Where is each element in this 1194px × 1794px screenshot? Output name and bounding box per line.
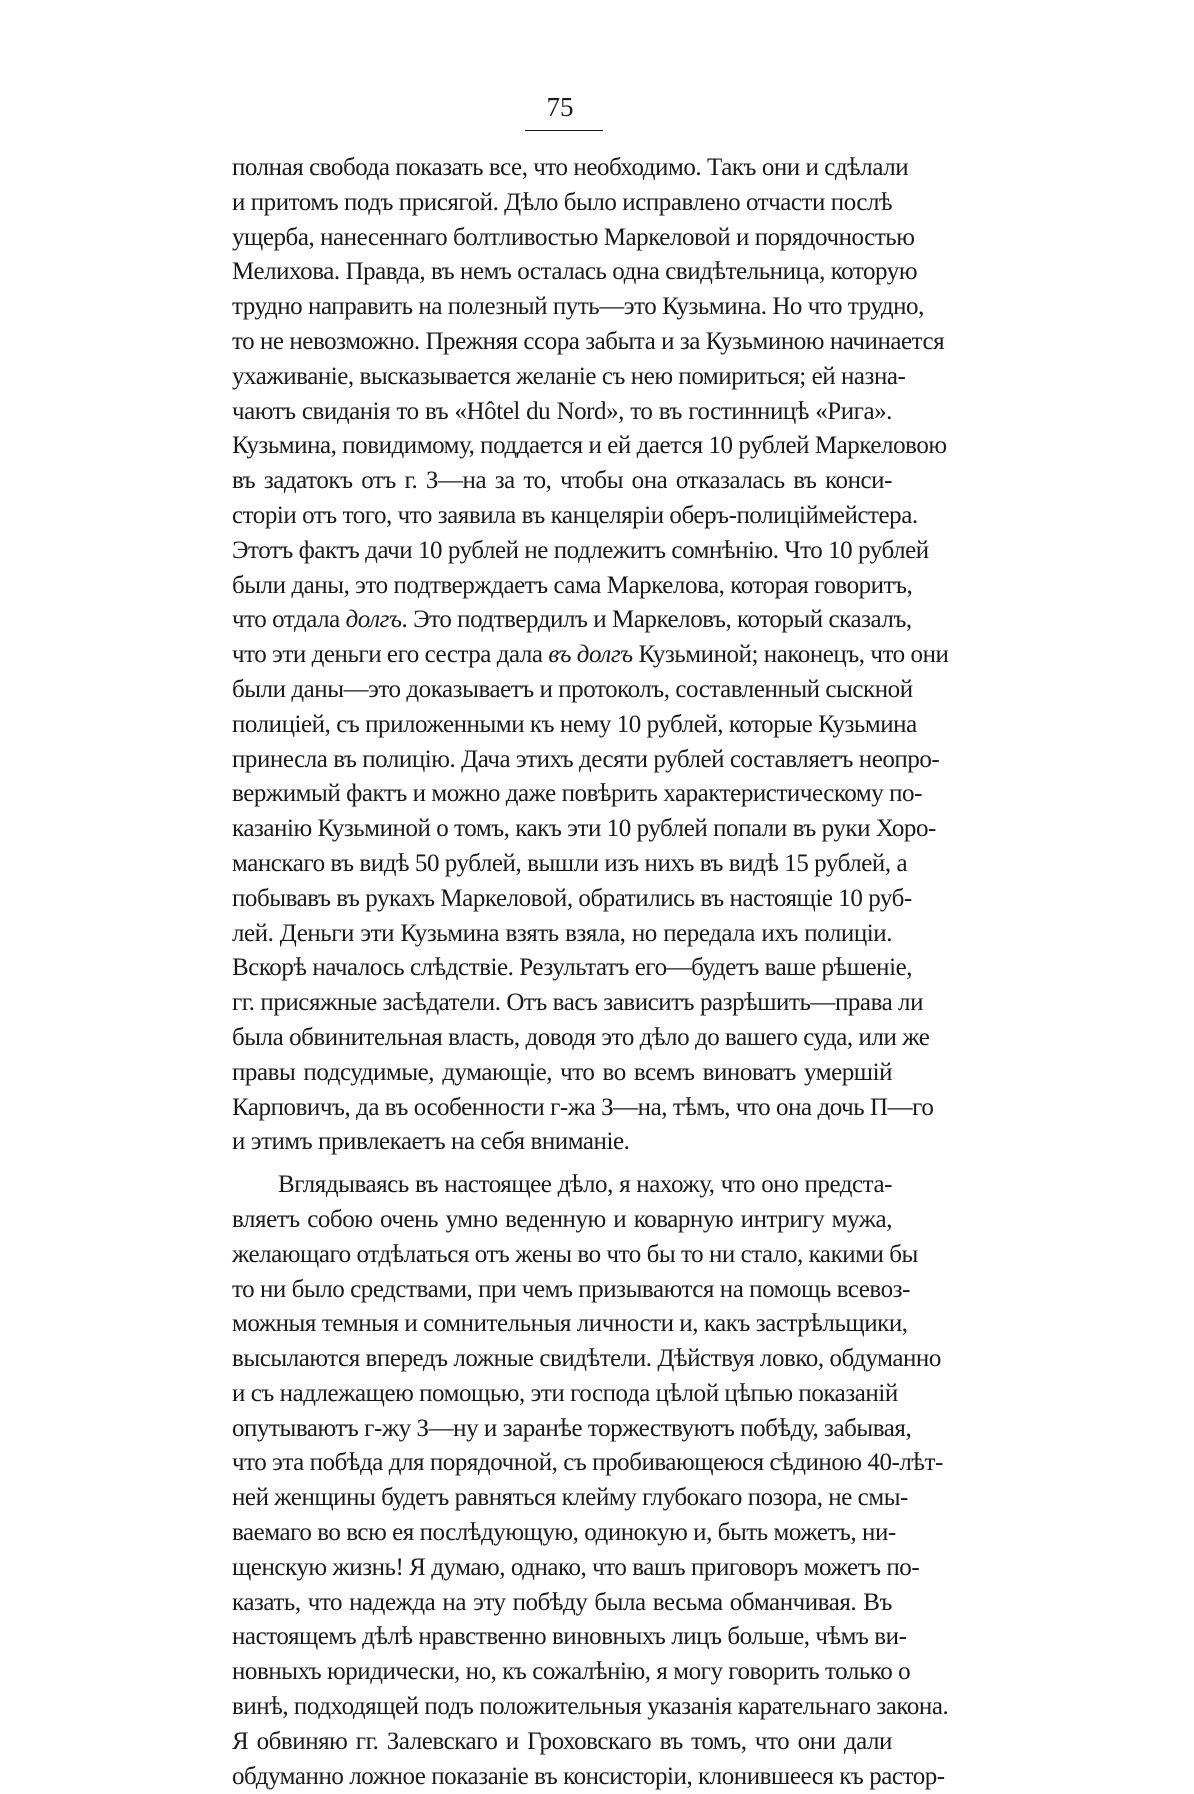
text-line: можныя темныя и сомнительныя личности и, какъ застрѣльщики, — [232, 1310, 908, 1338]
text-line: трудно направить на полезный путь—это Кузьмина. Но что трудно, — [232, 293, 924, 321]
text-line: то ни было средствами, при чемъ призываются на помощь всевоз- — [232, 1275, 910, 1303]
text-line: въ задатокъ отъ г. З—на за то, чтобы она отказалась въ конси- — [232, 467, 892, 495]
text-line: полиціей, съ приложенными къ нему 10 рублей, которые Кузьмина — [232, 710, 917, 738]
text-line: ущерба, нанесеннаго болтливостью Маркеловой и порядочностью — [232, 223, 915, 251]
text-line: гг. присяжные засѣдатели. Отъ васъ зависитъ разрѣшить—права ли — [232, 989, 924, 1017]
paragraph-gap — [232, 1160, 892, 1168]
text-line: винѣ, подходящей подъ положительныя указанія карательнаго закона. — [232, 1693, 949, 1721]
text-run: что эти деньги его сестра дала — [232, 641, 543, 669]
text-run: . Это подтвердилъ и Маркеловъ, который сказалъ, — [401, 606, 912, 634]
text-line: настоящемъ дѣлѣ нравственно виновныхъ лицъ больше, чѣмъ ви- — [232, 1623, 907, 1651]
italic-text: долгъ — [345, 606, 402, 634]
text-line: вержимый фактъ и можно даже повѣрить характеристическому по- — [232, 780, 922, 808]
text-line: опутываютъ г-жу З—ну и заранѣе торжествуютъ побѣду, забывая, — [232, 1414, 912, 1442]
text-line: сторіи отъ того, что заявила въ канцеляріи оберъ-полицiймейстера. — [232, 501, 918, 529]
text-line: правы подсудимые, думающіе, что во всемъ виноватъ умершій — [232, 1058, 892, 1086]
text-line: побывавъ въ рукахъ Маркеловой, обратились въ настоящіе 10 руб- — [232, 884, 912, 912]
text-run: что отдала — [232, 606, 340, 634]
text-line: были даны—это доказываетъ и протоколъ, составленный сыскной — [232, 675, 913, 703]
text-line — [232, 638, 949, 673]
text-line: Вглядываясь въ настоящее дѣло, я нахожу, что оно предста- — [278, 1171, 892, 1199]
text-line: Мелихова. Правда, въ немъ осталась одна свидѣтельница, которую — [232, 258, 918, 286]
text-line: что эта побѣда для порядочной, съ пробивающеюся сѣдиною 40-лѣт- — [232, 1449, 943, 1477]
text-line: лей. Деньги эти Кузьмина взять взяла, но передала ихъ полиціи. — [232, 919, 892, 947]
text-line: новныхъ юридически, но, къ сожалѣнію, я могу говорить только о — [232, 1658, 911, 1686]
text-line: и этимъ привлекаетъ на себя вниманіе. — [232, 1128, 630, 1156]
page-number-rule — [525, 130, 603, 131]
text-line: Карповичъ, да въ особенности г-жа З—на, тѣмъ, что она дочь П—го — [232, 1093, 934, 1121]
text-line: полная свобода показать все, что необходимо. Такъ они и сдѣлали — [232, 154, 909, 181]
italic-text: въ долгъ — [548, 641, 633, 669]
text-line — [232, 603, 912, 638]
text-line: были даны, это подтверждаетъ сама Маркелова, которая говоритъ, — [232, 571, 913, 599]
text-line: высылаются впередъ ложные свидѣтели. Дѣйствуя ловко, обдуманно — [232, 1345, 941, 1373]
text-line: и притомъ подъ присягой. Дѣло было исправлено отчасти послѣ — [232, 188, 893, 216]
paragraph-2 — [232, 1168, 949, 1794]
text-line: казанію Кузьминой о томъ, какъ эти 10 рублей попали въ руки Хоро- — [232, 815, 936, 843]
text-line: Кузьмина, повидимому, поддается и ей дается 10 рублей Маркеловою — [232, 432, 947, 460]
text-line: Этотъ фактъ дачи 10 рублей не подлежитъ сомнѣнію. Что 10 рублей — [232, 536, 929, 564]
text-line: принесла въ полицію. Дача этихъ десяти рублей составляетъ неопро- — [232, 745, 940, 773]
body-text — [232, 151, 949, 1794]
text-line: Вскорѣ началось слѣдствіе. Результатъ его—будетъ ваше рѣшеніе, — [232, 954, 913, 982]
text-run: Кузьминой; наконецъ, что они — [638, 641, 949, 669]
text-line: манскаго въ видѣ 50 рублей, вышли изъ нихъ въ видѣ 15 рублей, а — [232, 849, 908, 877]
text-line: обдуманно ложное показаніе въ консисторіи, клонившееся къ растор- — [232, 1762, 945, 1790]
text-line: щенскую жизнь! Я думаю, однако, что вашъ приговоръ можетъ по- — [232, 1553, 920, 1581]
text-line: и съ надлежащею помощью, эти господа цѣлой цѣпью показаній — [232, 1379, 898, 1407]
text-line: ней женщины будетъ равняться клейму глубокаго позора, не смы- — [232, 1484, 908, 1512]
text-line: желающаго отдѣлаться отъ жены во что бы то ни стало, какими бы — [232, 1240, 918, 1268]
text-line: казать, что надежда на эту побѣду была весьма обманчивая. Въ — [232, 1588, 892, 1616]
text-line: была обвинительная власть, доводя это дѣло до вашего суда, или же — [232, 1023, 930, 1051]
text-line: Я обвиняю гг. Залевскаго и Гроховскаго въ томъ, что они дали — [232, 1727, 892, 1755]
text-line: чаютъ свиданія то въ «Hôtel du Nord», то въ гостинницѣ «Рига». — [232, 397, 892, 425]
text-line: ваемаго во всю ея послѣдующую, одинокую и, быть можетъ, ни- — [232, 1519, 896, 1547]
text-line: то не невозможно. Прежняя ссора забыта и за Кузьминою начинается — [232, 327, 945, 355]
paragraph-1 — [232, 151, 949, 1160]
text-line: вляетъ собою очень умно веденную и коварную интригу мужа, — [232, 1205, 892, 1233]
page-number: 75 — [546, 92, 574, 122]
text-line: ухаживаніе, высказывается желаніе съ нею помириться; ей назна- — [232, 362, 906, 390]
